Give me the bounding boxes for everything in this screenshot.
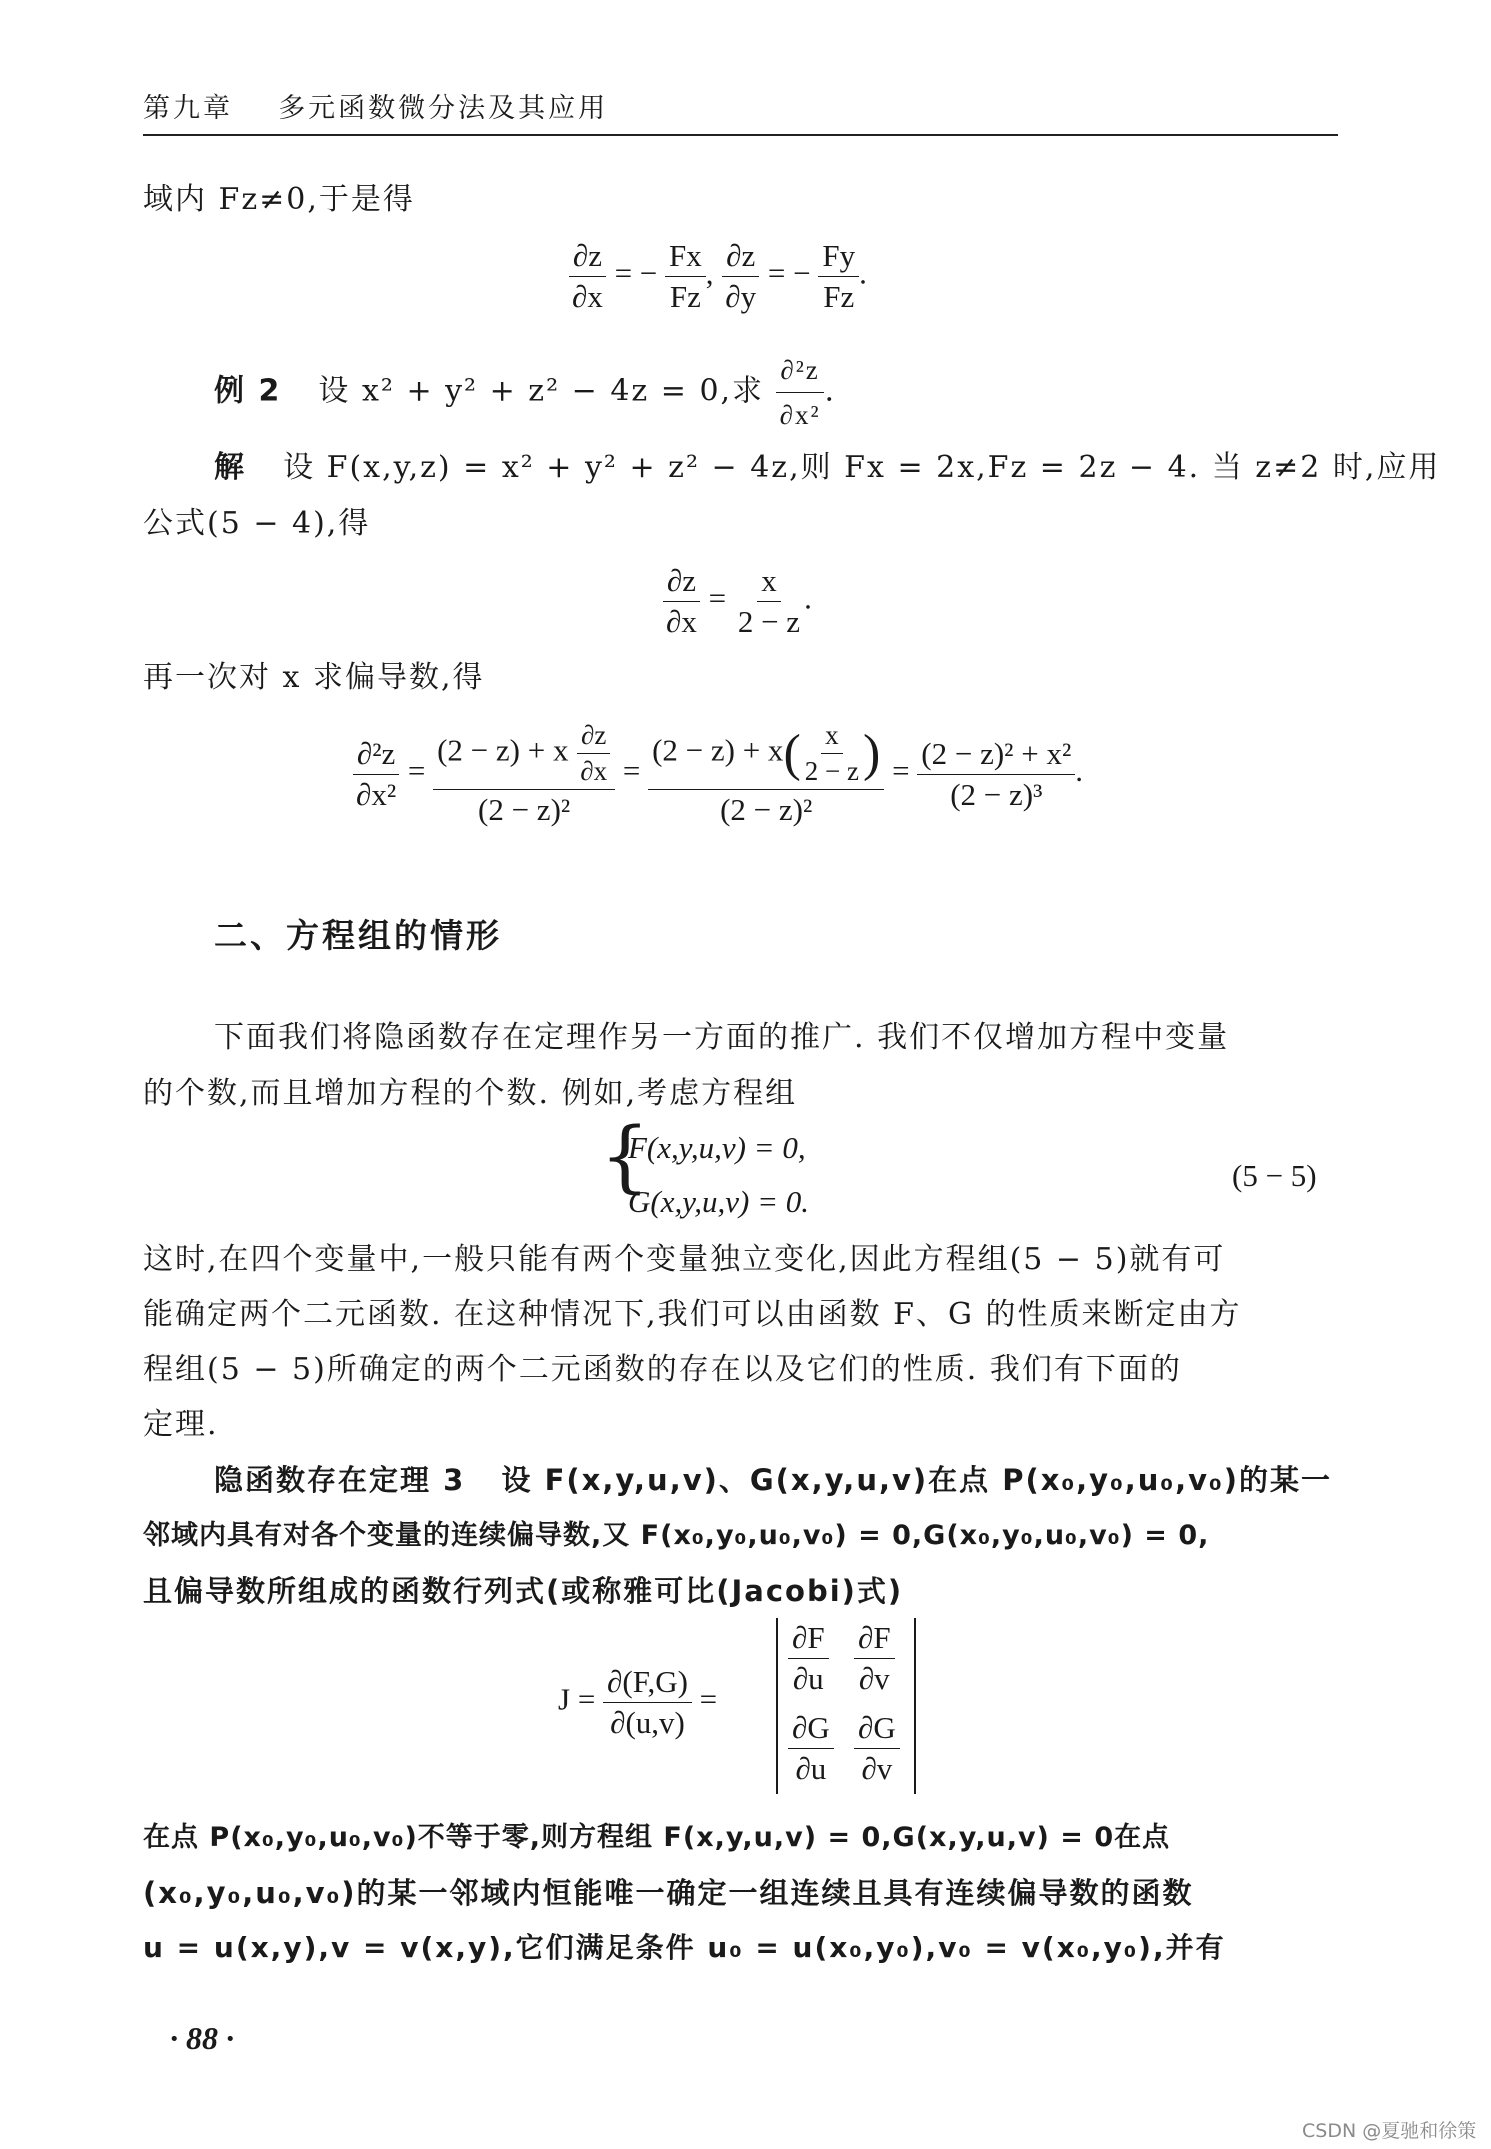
- jacobian-determinant: [776, 1618, 916, 1794]
- section-heading: 二、方程组的情形: [214, 916, 502, 955]
- chapter-title: 多元函数微分法及其应用: [278, 93, 609, 124]
- eq-sign: =: [708, 580, 727, 616]
- frac-num: x: [757, 563, 781, 602]
- frac-den: 2 − z: [804, 756, 859, 786]
- frac-num: ∂(F,G): [603, 1664, 692, 1703]
- theorem-line: 且偏导数所组成的函数行列式(或称雅可比(Jacobi)式): [143, 1574, 904, 1608]
- frac-den: (2 − z)³: [950, 776, 1043, 812]
- frac-num: (2 − z) + x( $\frac{x}{2 - z}$ ): [648, 720, 884, 790]
- term: (2 − z) + x: [437, 732, 569, 768]
- frac-den: ∂y: [725, 279, 757, 314]
- frac-num: ∂z: [569, 238, 606, 277]
- separator: ,: [705, 255, 714, 291]
- theorem-line: u = u(x,y),v = v(x,y),它们满足条件 u₀ = u(x₀,y₀),v₀ = v(x₀,y₀),并有: [143, 1931, 1226, 1964]
- text-line: 公式(5 − 4),得: [143, 506, 371, 541]
- watermark: CSDN @夏驰和徐策: [1302, 2120, 1477, 2142]
- equation-tag: (5 − 5): [1232, 1158, 1317, 1193]
- system-eq-2: G(x,y,u,v) = 0.: [628, 1184, 810, 1219]
- system-eq-1: F(x,y,u,v) = 0,: [628, 1130, 806, 1165]
- frac-den: Fz: [669, 279, 701, 314]
- frac-num: Fy: [818, 238, 859, 277]
- theorem-line: (x₀,y₀,u₀,v₀)的某一邻域内恒能唯一确定一组连续且具有连续偏导数的函数: [143, 1876, 1194, 1910]
- det-entry: ∂F: [788, 1620, 829, 1659]
- running-header: [143, 86, 608, 125]
- solution-line: [214, 448, 1440, 488]
- text-line: 再一次对 x 求偏导数,得: [143, 660, 485, 695]
- frac-num: ∂z: [663, 563, 700, 602]
- period: .: [824, 373, 837, 409]
- solution-text: 设 F(x,y,z) = x² + y² + z² − 4z,则 Fx = 2x,Fz = 2z − 4. 当 z≠2 时,应用: [283, 450, 1441, 485]
- frac-den: (2 − z)²: [478, 792, 571, 827]
- det-entry: ∂v: [861, 1751, 893, 1786]
- text-line: 能确定两个二元函数. 在这种情况下,我们可以由函数 F、G 的性质来断定由方: [143, 1297, 1242, 1332]
- equation-second-derivative: [352, 720, 1083, 828]
- example-text: 设 x² + y² + z² − 4z = 0,求: [318, 373, 765, 409]
- text-line: 下面我们将隐函数存在定理作另一方面的推广. 我们不仅增加方程中变量: [214, 1020, 1230, 1055]
- frac-num: Fx: [665, 238, 706, 277]
- theorem-line: 邻域内具有对各个变量的连续偏导数,又 F(x₀,y₀,u₀,v₀) = 0,G(x₀,y₀,u₀,v₀) = 0,: [143, 1520, 1210, 1551]
- theorem-line: [214, 1460, 1332, 1500]
- text-line: 域内 Fz≠0,于是得: [143, 182, 415, 217]
- frac-num: ∂²z: [353, 736, 399, 775]
- frac-num: (2 − z)² + x²: [917, 736, 1075, 775]
- header-rule: [143, 134, 1338, 136]
- frac-den: (2 − z)²: [720, 792, 813, 827]
- term: (2 − z) + x: [652, 732, 784, 768]
- frac-den: 2 − z: [737, 604, 801, 639]
- det-entry: ∂F: [854, 1620, 895, 1659]
- example-2: [214, 350, 836, 435]
- theorem-line: 在点 P(x₀,y₀,u₀,v₀)不等于零,则方程组 F(x,y,u,v) = 0,G(x,y,u,v) = 0在点: [143, 1822, 1171, 1853]
- equation-partials: [568, 238, 867, 315]
- example-label: 例 2: [214, 373, 282, 409]
- theorem-label: 隐函数存在定理 3: [214, 1463, 466, 1497]
- frac-num: [433, 720, 615, 790]
- frac-den: ∂x²: [356, 776, 397, 812]
- frac-num: ∂²z: [776, 350, 823, 393]
- text-line: 的个数,而且增加方程的个数. 例如,考虑方程组: [143, 1076, 798, 1111]
- text-line: 这时,在四个变量中,一般只能有两个变量独立变化,因此方程组(5 − 5)就有可: [143, 1242, 1226, 1277]
- frac-den: ∂x²: [779, 400, 821, 430]
- chapter-label: 第九章: [143, 93, 233, 124]
- page-number: · 88 ·: [170, 2020, 234, 2056]
- det-entry: ∂u: [792, 1661, 824, 1696]
- frac-den: ∂x: [666, 604, 697, 639]
- det-entry: ∂G: [788, 1710, 834, 1749]
- eq-sign: = −: [767, 255, 811, 291]
- text-line: 程组(5 − 5)所确定的两个二元函数的存在以及它们的性质. 我们有下面的: [143, 1352, 1182, 1387]
- period: .: [1075, 753, 1084, 789]
- det-entry: ∂G: [854, 1710, 900, 1749]
- frac-num: x: [821, 720, 843, 754]
- equation-dzdx: [662, 563, 812, 640]
- det-entry: ∂u: [795, 1751, 827, 1786]
- frac-den: Fz: [823, 279, 855, 314]
- frac-num: ∂z: [722, 238, 759, 277]
- eq-sign: =: [892, 753, 910, 789]
- eq-sign: =: [407, 753, 426, 789]
- det-entry: ∂v: [858, 1661, 890, 1696]
- frac-num: ∂z: [577, 720, 610, 754]
- frac-den: ∂(u,v): [610, 1705, 685, 1740]
- eq-sign: = −: [614, 255, 658, 291]
- period: .: [804, 580, 812, 616]
- jacobian-lhs: [558, 1664, 717, 1741]
- eq-sign: =: [622, 753, 641, 789]
- frac-den: ∂x: [572, 279, 603, 314]
- period: .: [859, 255, 867, 291]
- system-brace: {: [600, 1112, 650, 1202]
- solution-label: 解: [214, 450, 246, 485]
- frac-den: ∂x: [580, 756, 608, 786]
- eq-sign: =: [699, 1681, 718, 1717]
- theorem-text: 设 F(x,y,u,v)、G(x,y,u,v)在点 P(x₀,y₀,u₀,v₀)的某一: [501, 1463, 1333, 1497]
- jacobian-symbol: J =: [558, 1681, 596, 1717]
- text-line: 定理.: [143, 1407, 219, 1442]
